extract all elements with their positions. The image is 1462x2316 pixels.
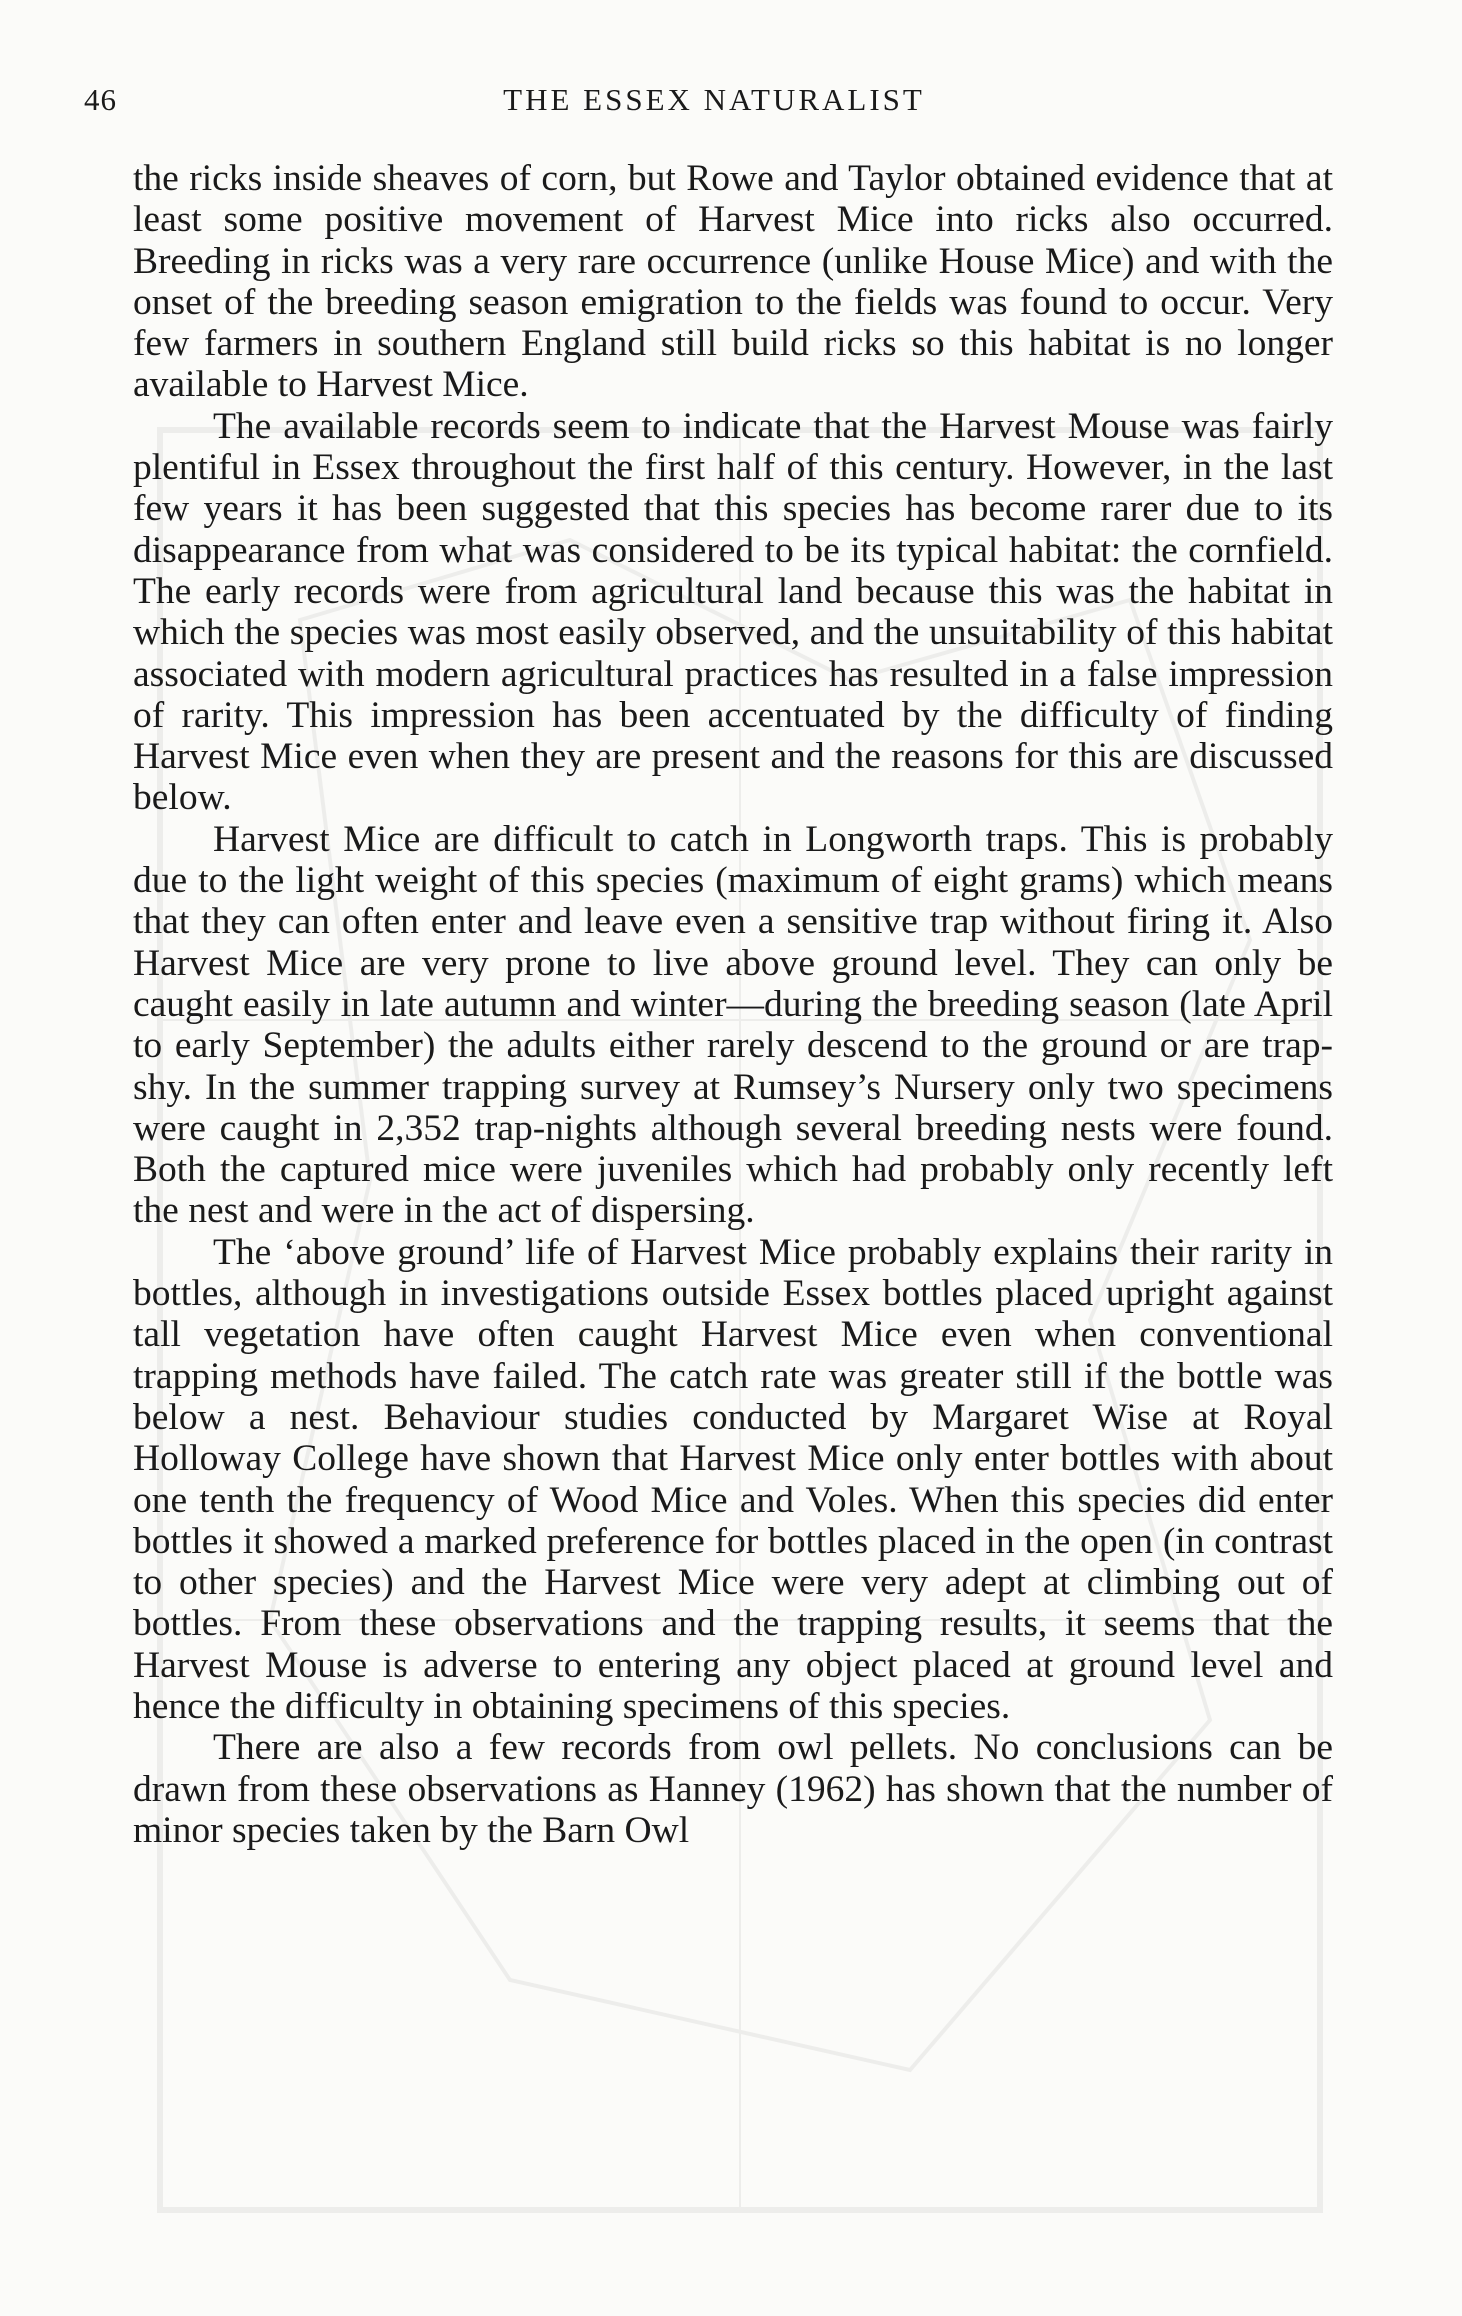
paragraph-continued: the ricks inside sheaves of corn, but Rowe and Taylor obtained evidence that at least some positive movement of Harvest Mice into ricks also occurred. Breeding in ricks was a very rare occurrence (unlike House Mice) and with the onset of the breeding season emigration to the fields was found to occur. Very few farmers in southern England still build ricks so this habitat is no longer available to Harvest Mice. bbox=[133, 158, 1333, 406]
journal-title: THE ESSEX NATURALIST bbox=[503, 82, 925, 117]
running-head bbox=[84, 82, 1344, 122]
paragraph-owl-pellets: There are also a few records from owl pellets. No conclusions can be drawn from these observations as Hanney (1962) has shown that the number of minor species taken by the Barn Owl bbox=[133, 1727, 1333, 1851]
page-number: 46 bbox=[84, 82, 117, 117]
paragraph-essex-records: The available records seem to indicate that the Harvest Mouse was fairly plentiful in Essex throughout the first half of this century. However, in the last few years it has been suggested that this species has become rarer due to its disappearance from what was considered to be its typical habitat: the cornfield. The early records were from agricultural land because this was the habitat in which the species was most easily observed, and the unsuitability of this habitat associated with modern agricultural practices has resulted in a false impression of rarity. This impression has been accentuated by the difficulty of finding Harvest Mice even when they are present and the reasons for this are discussed below. bbox=[133, 405, 1333, 819]
article-body bbox=[133, 158, 1333, 1851]
paragraph-bottles: The ‘above ground’ life of Harvest Mice probably explains their rarity in bottles, although in investigations outside Essex bottles placed upright against tall vegetation have often caught Harvest Mice even when conventional trapping methods have failed. The catch rate was greater still if the bottle was below a nest. Behaviour studies conducted by Margaret Wise at Royal Holloway College have shown that Harvest Mice only enter bottles with about one tenth the frequency of Wood Mice and Voles. When this species did enter bottles it showed a marked preference for bottles placed in the open (in contrast to other species) and the Harvest Mice were very adept at climbing out of bottles. From these observations and the trapping results, it seems that the Harvest Mouse is adverse to entering any object placed at ground level and hence the difficulty in obtaining specimens of this species. bbox=[133, 1231, 1333, 1727]
paragraph-longworth-traps: Harvest Mice are difficult to catch in Longworth traps. This is probably due to the light weight of this species (maximum of eight grams) which means that they can often enter and leave even a sensitive trap without firing it. Also Harvest Mice are very prone to live above ground level. They can only be caught easily in late autumn and winter—during the breeding season (late April to early September) the adults either rarely descend to the ground or are trap-shy. In the summer trapping survey at Rumsey’s Nursery only two specimens were caught in 2,352 trap-nights although several breeding nests were found. Both the captured mice were juveniles which had probably only recently left the nest and were in the act of dispersing. bbox=[133, 818, 1333, 1232]
